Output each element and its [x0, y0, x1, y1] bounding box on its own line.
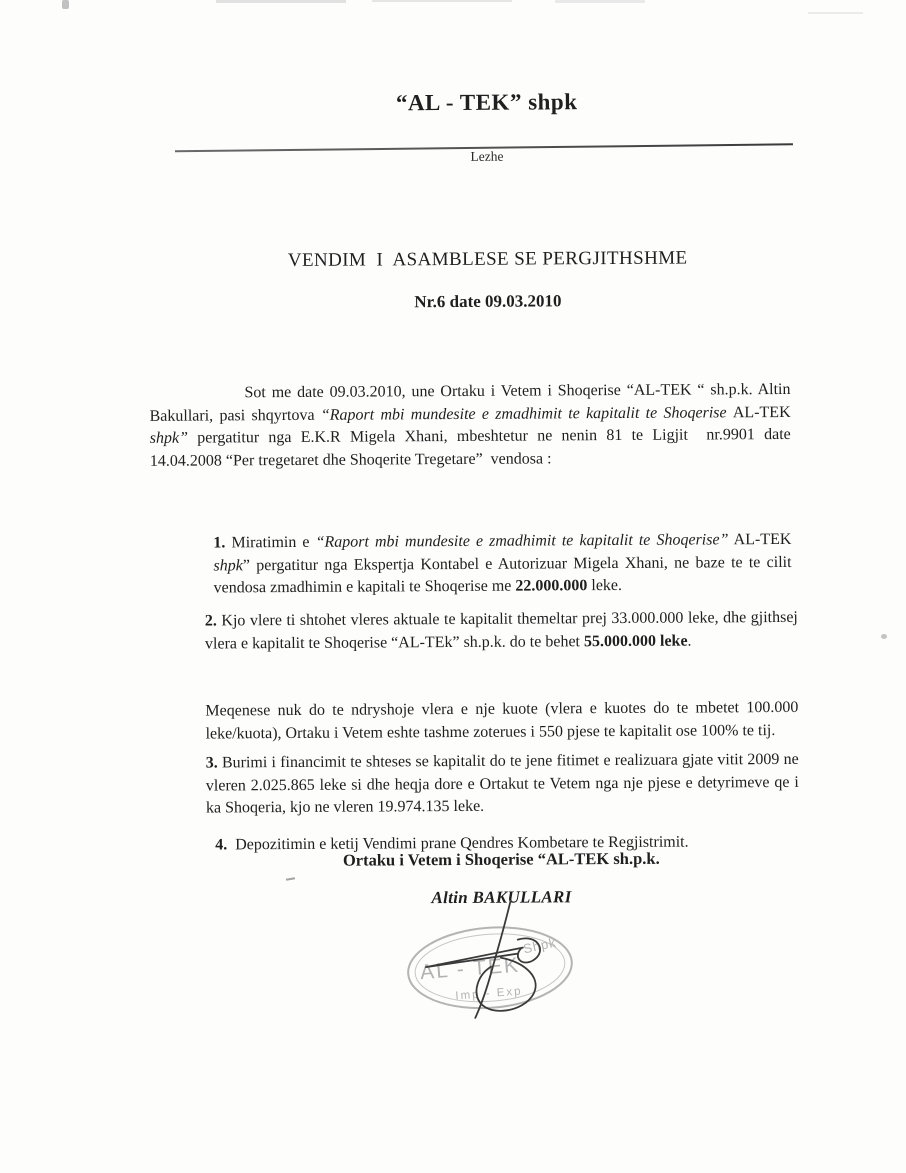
decision-item-3-text: 3. Burimi i financimit te shteses se kapitalit do te jene fitimet e realizuara gjate vitit 2009 ne vleren 2.025.865 leke si dhe heqja dore e Ortakut te Vetem nga nje pjese e detyrimeve qe i ka Shoqeria, kjo ne vleren 19.974.135 leke. — [205, 750, 803, 817]
intro-paragraph: Sot me date 09.03.2010, une Ortaku i Vetem i Shoqerise “AL-TEK “ sh.p.k. Altin Bakullari, pasi shqyrtova “Raport mbi mundesite e zmadhimit te kapitalit te Shoqerise AL-TEK shpk” pergatitur nga E.K.R Migela Xhani, mbeshtetur ne nenin 81 te Ligjit nr.9901 date 14.04.2008 “Per tregetaret dhe Shoqerite Tregetare” vendosa : — [149, 380, 795, 470]
decision-item-2-text: 2. Kjo vlere ti shtohet vleres aktuale te kapitalit themeltar prej 33.000.000 leke, dhe gjithsej vlera e kapitalit te Shoqerise “AL-TEk” sh.p.k. do te behet 55.000.000 leke. — [204, 608, 802, 653]
stamp-activity-text: Imp - Exp — [454, 985, 523, 1003]
document-title: VENDIM I ASAMBLESE SE PERGJITHSHME — [287, 247, 688, 272]
stamp-legal-form-text: Shpk — [521, 934, 558, 957]
decision-item-4-text: 4. Depozitimin e ketij Vendimi prane Qendres Kombetare te Regjistrimit. — [215, 833, 689, 854]
company-stamp-and-signature — [390, 895, 595, 1024]
signer-name: Altin BAKULLARI — [431, 887, 572, 908]
decision-number-date: Nr.6 date 09.03.2010 — [414, 291, 562, 312]
company-location: Lezhe — [470, 148, 504, 164]
company-name-heading: “AL - TEK” shpk — [395, 89, 578, 116]
decision-item-2-continuation: Meqenese nuk do te ndryshoje vlera e nje kuote (vlera e kuotes do te mbetet 100.000 leke/kuota), Ortaku i Vetem eshte tashme zoterues i 550 pjese te kapitalit ose 100% te tij. — [205, 698, 803, 743]
stamp-company-text: AL - TEK — [419, 953, 521, 985]
signature-role-line: Ortaku i Vetem i Shoqerise “AL-TEK sh.p.k. — [342, 848, 660, 870]
decision-item-1-text: 1. Miratimin e “Raport mbi mundesite e zmadhimit te kapitalit te Shoqerise” AL-TEK shpk” pergatitur nga Ekspertja Kontabel e Autorizuar Migela Xhani, ne baze te te cilit vendosa zmadhimin e kapitali te Shoqerise me 22.000.000 leke. — [213, 530, 796, 597]
decision-item-4 — [215, 786, 816, 902]
stamp-graphic — [390, 895, 595, 1024]
